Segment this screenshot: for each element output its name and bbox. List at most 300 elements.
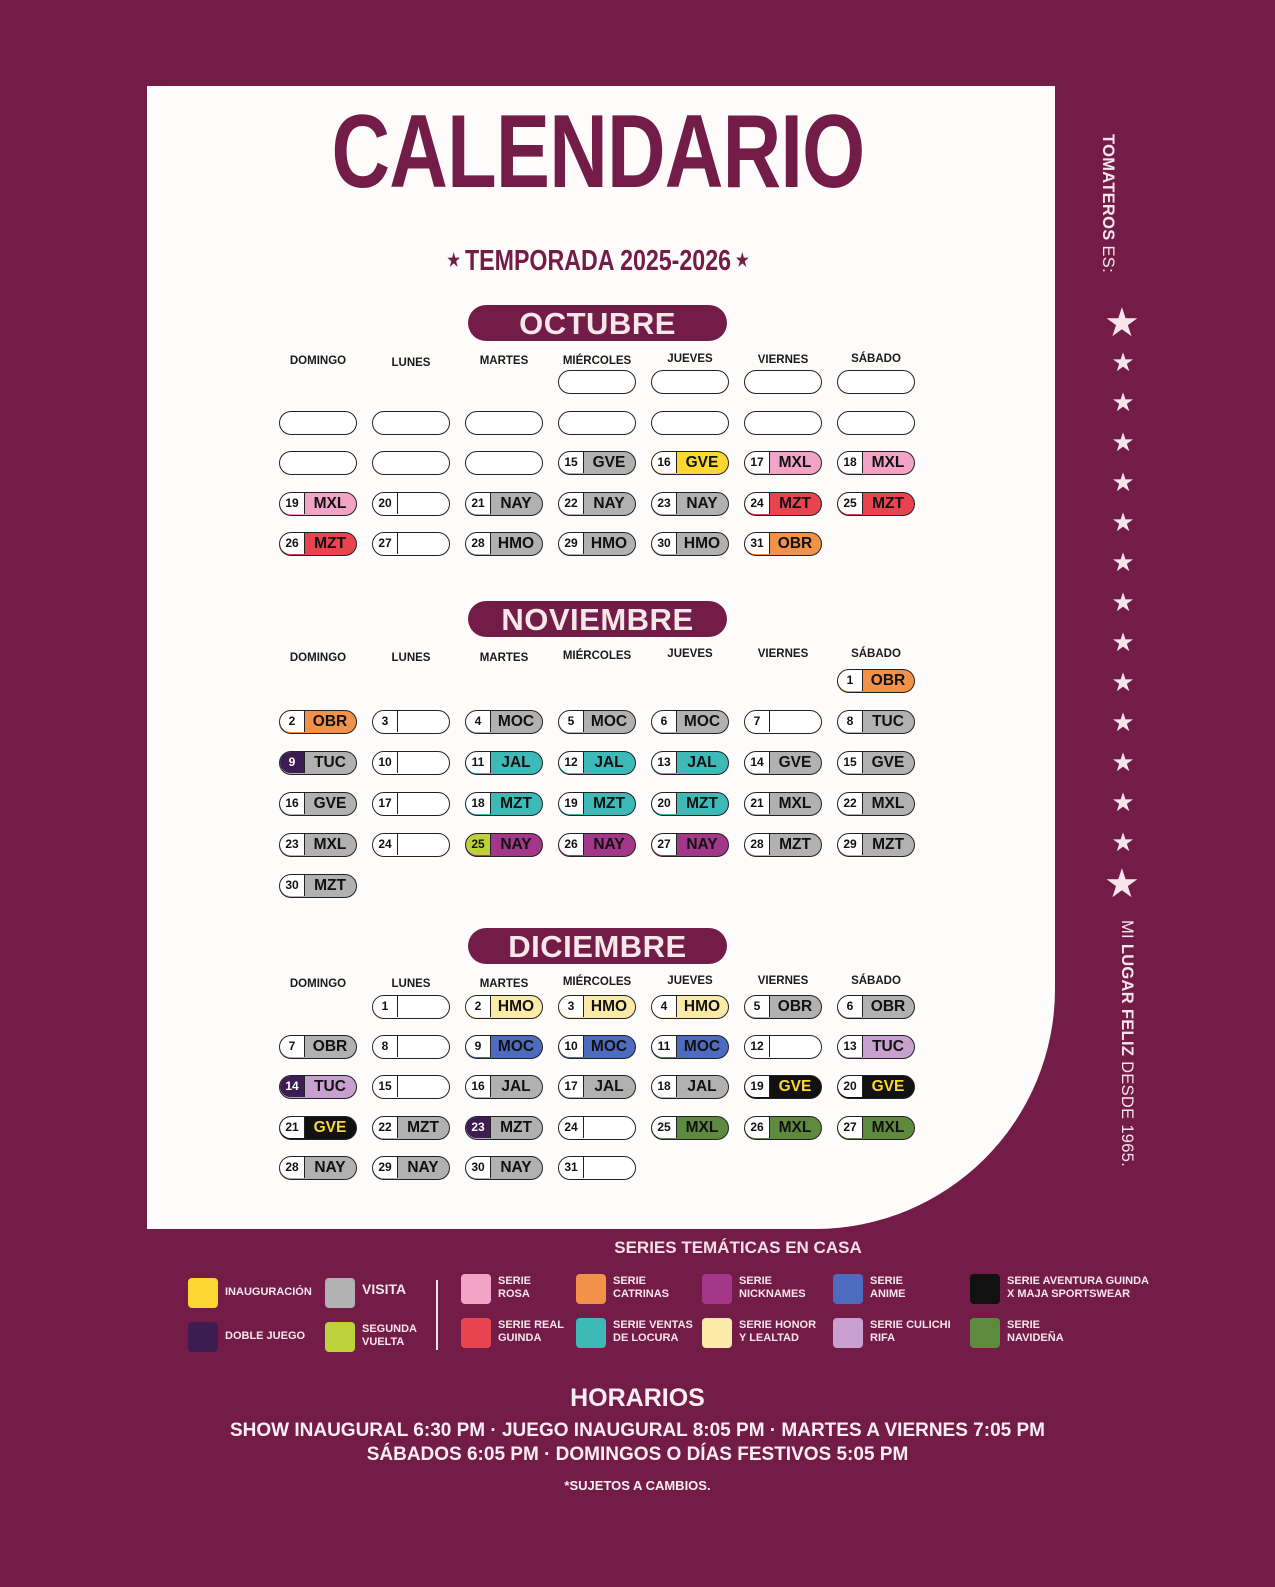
opponent-code: NAY [686, 836, 718, 853]
side-brand: TOMATEROS [1099, 134, 1117, 241]
day-number: 15 [373, 1076, 398, 1097]
calendar-day-diciembre-29 [372, 1156, 450, 1180]
calendar-day-noviembre-12 [558, 751, 636, 775]
day-number: 17 [559, 1076, 584, 1097]
calendar-day-diciembre-24 [558, 1116, 636, 1140]
day-number: 19 [280, 493, 305, 514]
calendar-day-noviembre-2 [279, 710, 357, 734]
opponent-code: MOC [683, 713, 721, 730]
opponent-code: GVE [685, 454, 719, 471]
weekday-header: SÁBADO [851, 648, 901, 660]
calendar-cell-empty [651, 411, 729, 435]
opponent-code: NAY [593, 495, 625, 512]
opponent-code: TUC [314, 754, 346, 771]
day-number: 9 [280, 752, 305, 773]
opponent-code [397, 1036, 449, 1057]
calendar-day-noviembre-30 [279, 874, 357, 898]
month-title-octubre: OCTUBRE [468, 305, 727, 341]
legend-swatch [833, 1274, 863, 1304]
opponent-code: JAL [501, 754, 531, 771]
opponent-code [397, 1076, 449, 1097]
opponent-code: JAL [594, 754, 624, 771]
legend-title: SERIES TEMÁTICAS EN CASA [614, 1238, 862, 1257]
opponent-code: MXL [685, 1119, 719, 1136]
star-icon: ★ [1111, 827, 1135, 857]
opponent-code: MXL [313, 836, 347, 853]
calendar-day-noviembre-27 [651, 833, 729, 857]
star-icon: ★ [1104, 862, 1140, 906]
side-slogan-top [1098, 134, 1117, 273]
star-icon: ★ [1111, 667, 1135, 697]
calendar-day-octubre-28 [465, 532, 543, 556]
weekday-header: DOMINGO [289, 978, 347, 990]
calendar-day-noviembre-10 [372, 751, 450, 775]
weekday-header: SÁBADO [851, 975, 901, 987]
legend-swatch [325, 1322, 355, 1352]
calendar-day-octubre-24 [744, 492, 822, 516]
day-number: 20 [373, 493, 398, 514]
day-number: 7 [745, 711, 770, 732]
opponent-code: HMO [683, 998, 721, 1015]
opponent-code: HMO [497, 998, 535, 1015]
opponent-code: GVE [313, 795, 347, 812]
opponent-code: MZT [779, 495, 811, 512]
legend-label: SERIE ANIME [870, 1275, 906, 1300]
weekday-header: JUEVES [667, 975, 713, 987]
opponent-code: NAY [500, 495, 532, 512]
calendar-day-noviembre-29 [837, 833, 915, 857]
calendar-day-noviembre-24 [372, 833, 450, 857]
legend-swatch [576, 1274, 606, 1304]
opponent-code: NAY [407, 1159, 439, 1176]
day-number: 16 [466, 1076, 491, 1097]
weekday-header: MARTES [479, 355, 529, 367]
day-number: 5 [559, 711, 584, 732]
legend-label: SERIE CULICHI RIFA [870, 1319, 951, 1344]
calendar-cell-empty [372, 451, 450, 475]
opponent-code [397, 996, 449, 1017]
legend-label: VISITA [362, 1281, 407, 1297]
day-number: 12 [745, 1036, 770, 1057]
opponent-code: JAL [501, 1078, 531, 1095]
opponent-code: MZT [500, 1119, 532, 1136]
day-number: 3 [373, 711, 398, 732]
legend-label: SERIE VENTAS DE LOCURA [613, 1319, 693, 1344]
season-subtitle [120, 247, 1077, 276]
schedule-title: HORARIOS [570, 1384, 705, 1412]
side-desde: DESDE 1965. [1118, 1056, 1136, 1168]
opponent-code: NAY [593, 836, 625, 853]
calendar-day-octubre-19 [279, 492, 357, 516]
opponent-code [397, 533, 449, 554]
day-number: 20 [838, 1076, 863, 1097]
star-icon: ★ [1104, 301, 1140, 345]
day-number: 28 [466, 533, 491, 554]
calendar-day-octubre-31 [744, 532, 822, 556]
day-number: 17 [373, 793, 398, 814]
star-icon: ★ [1111, 347, 1135, 377]
day-number: 4 [466, 711, 491, 732]
opponent-code: NAY [314, 1159, 346, 1176]
weekday-header: MARTES [479, 652, 529, 664]
day-number: 11 [652, 1036, 677, 1057]
opponent-code: OBR [777, 535, 813, 552]
side-lugar: LUGAR [1118, 943, 1136, 1009]
opponent-code: NAY [500, 1159, 532, 1176]
calendar-day-diciembre-14 [279, 1075, 357, 1099]
star-icon: ★ [1111, 627, 1135, 657]
legend-label: SERIE NAVIDEÑA [1007, 1319, 1064, 1344]
day-number: 21 [745, 793, 770, 814]
calendar-day-diciembre-30 [465, 1156, 543, 1180]
opponent-code: HMO [590, 535, 628, 552]
day-number: 26 [745, 1117, 770, 1138]
calendar-day-diciembre-12 [744, 1035, 822, 1059]
calendar-day-diciembre-2 [465, 995, 543, 1019]
opponent-code: NAY [686, 495, 718, 512]
calendar-day-noviembre-26 [558, 833, 636, 857]
calendar-day-octubre-26 [279, 532, 357, 556]
day-number: 18 [652, 1076, 677, 1097]
opponent-code: MXL [313, 495, 347, 512]
day-number: 6 [652, 711, 677, 732]
calendar-day-noviembre-20 [651, 792, 729, 816]
day-number: 17 [745, 452, 770, 473]
calendar-day-diciembre-1 [372, 995, 450, 1019]
calendar-cell-empty [744, 411, 822, 435]
day-number: 19 [559, 793, 584, 814]
calendar-day-noviembre-5 [558, 710, 636, 734]
calendar-day-octubre-27 [372, 532, 450, 556]
calendar-day-diciembre-31 [558, 1156, 636, 1180]
opponent-code: MXL [871, 454, 905, 471]
legend-label: SERIE HONOR Y LEALTAD [739, 1319, 817, 1344]
opponent-code: TUC [872, 1038, 904, 1055]
day-number: 7 [280, 1036, 305, 1057]
opponent-code: OBR [870, 998, 906, 1015]
star-icon: ★ [735, 250, 749, 270]
schedule-line-2: SÁBADOS 6:05 PM · DOMINGOS O DÍAS FESTIVOS 5:05 PM [366, 1444, 909, 1465]
day-number: 20 [652, 793, 677, 814]
weekday-header: LUNES [391, 978, 431, 990]
opponent-code: MZT [779, 836, 811, 853]
day-number: 26 [280, 533, 305, 554]
schedule-line-1: SHOW INAUGURAL 6:30 PM · JUEGO INAUGURAL 8:05 PM · MARTES A VIERNES 7:05 PM [229, 1420, 1045, 1441]
legend-swatch [702, 1318, 732, 1348]
calendar-day-diciembre-25 [651, 1116, 729, 1140]
calendar-day-noviembre-25 [465, 833, 543, 857]
weekday-header: MIÉRCOLES [562, 355, 632, 367]
opponent-code: MZT [872, 495, 904, 512]
month-title-noviembre: NOVIEMBRE [468, 601, 727, 637]
calendar-day-diciembre-8 [372, 1035, 450, 1059]
opponent-code: JAL [687, 754, 717, 771]
day-number: 6 [838, 996, 863, 1017]
star-icon: ★ [1111, 547, 1135, 577]
day-number: 26 [559, 834, 584, 855]
star-icon: ★ [1111, 747, 1135, 777]
opponent-code: HMO [497, 535, 535, 552]
day-number: 23 [280, 834, 305, 855]
opponent-code: MZT [872, 836, 904, 853]
calendar-day-diciembre-22 [372, 1116, 450, 1140]
calendar-day-diciembre-6 [837, 995, 915, 1019]
opponent-code: MZT [593, 795, 625, 812]
star-icon: ★ [1111, 467, 1135, 497]
opponent-code: MXL [778, 795, 812, 812]
star-icon: ★ [1111, 707, 1135, 737]
opponent-code: NAY [500, 836, 532, 853]
day-number: 28 [280, 1157, 305, 1178]
day-number: 29 [838, 834, 863, 855]
opponent-code [769, 711, 821, 732]
calendar-day-octubre-23 [651, 492, 729, 516]
day-number: 25 [466, 834, 491, 855]
opponent-code: MOC [497, 1038, 535, 1055]
day-number: 24 [559, 1117, 584, 1138]
calendar-cell-empty [279, 451, 357, 475]
calendar-day-noviembre-4 [465, 710, 543, 734]
calendar-day-octubre-29 [558, 532, 636, 556]
day-number: 1 [373, 996, 398, 1017]
calendar-day-noviembre-8 [837, 710, 915, 734]
weekday-header: MARTES [479, 978, 529, 990]
opponent-code: MOC [497, 713, 535, 730]
legend-swatch [461, 1318, 491, 1348]
calendar-day-diciembre-23 [465, 1116, 543, 1140]
opponent-code: GVE [778, 754, 812, 771]
day-number: 5 [745, 996, 770, 1017]
day-number: 30 [466, 1157, 491, 1178]
calendar-day-octubre-15 [558, 451, 636, 475]
day-number: 9 [466, 1036, 491, 1057]
legend-swatch [970, 1274, 1000, 1304]
opponent-code: MOC [590, 713, 628, 730]
star-icon: ★ [1111, 787, 1135, 817]
star-icon: ★ [447, 250, 461, 270]
opponent-code: GVE [871, 1078, 905, 1095]
calendar-day-noviembre-19 [558, 792, 636, 816]
month-title-diciembre: DICIEMBRE [468, 928, 727, 964]
day-number: 3 [559, 996, 584, 1017]
opponent-code: MZT [314, 535, 346, 552]
calendar-day-octubre-21 [465, 492, 543, 516]
weekday-header: MIÉRCOLES [562, 650, 632, 662]
opponent-code [583, 1157, 635, 1178]
day-number: 11 [466, 752, 491, 773]
weekday-header: LUNES [391, 652, 431, 664]
star-icon: ★ [1111, 427, 1135, 457]
calendar-day-diciembre-11 [651, 1035, 729, 1059]
day-number: 19 [745, 1076, 770, 1097]
calendar-day-diciembre-13 [837, 1035, 915, 1059]
day-number: 14 [280, 1076, 305, 1097]
weekday-header: VIERNES [757, 648, 809, 660]
day-number: 29 [559, 533, 584, 554]
calendar-cell-empty [837, 370, 915, 394]
side-slogan-bottom [1117, 920, 1136, 1167]
star-icon: ★ [1111, 387, 1135, 417]
calendar-day-diciembre-4 [651, 995, 729, 1019]
calendar-cell-empty [465, 411, 543, 435]
day-number: 23 [466, 1117, 491, 1138]
calendar-day-diciembre-3 [558, 995, 636, 1019]
opponent-code: MZT [314, 877, 346, 894]
opponent-code [397, 834, 449, 855]
opponent-code: HMO [683, 535, 721, 552]
opponent-code: TUC [314, 1078, 346, 1095]
legend-label: SERIE AVENTURA GUINDA X MAJA SPORTSWEAR [1007, 1275, 1149, 1300]
calendar-day-diciembre-28 [279, 1156, 357, 1180]
calendar-day-diciembre-20 [837, 1075, 915, 1099]
opponent-code [397, 752, 449, 773]
calendar-day-diciembre-10 [558, 1035, 636, 1059]
day-number: 28 [745, 834, 770, 855]
day-number: 25 [652, 1117, 677, 1138]
weekday-header: DOMINGO [289, 355, 347, 367]
opponent-code: JAL [594, 1078, 624, 1095]
calendar-cell-empty [372, 411, 450, 435]
star-icon: ★ [1111, 507, 1135, 537]
calendar-day-diciembre-21 [279, 1116, 357, 1140]
weekday-header: JUEVES [667, 353, 713, 365]
day-number: 25 [838, 493, 863, 514]
day-number: 23 [652, 493, 677, 514]
day-number: 21 [280, 1117, 305, 1138]
day-number: 24 [373, 834, 398, 855]
day-number: 31 [559, 1157, 584, 1178]
calendar-day-noviembre-17 [372, 792, 450, 816]
day-number: 27 [838, 1117, 863, 1138]
day-number: 31 [745, 533, 770, 554]
calendar-day-noviembre-15 [837, 751, 915, 775]
legend-label: SERIE CATRINAS [613, 1275, 670, 1300]
opponent-code: MOC [590, 1038, 628, 1055]
opponent-code: TUC [872, 713, 904, 730]
opponent-code: GVE [871, 754, 905, 771]
opponent-code [397, 711, 449, 732]
season-label: TEMPORADA 2025-2026 [464, 245, 732, 277]
legend-label: DOBLE JUEGO [225, 1330, 306, 1342]
opponent-code: OBR [777, 998, 813, 1015]
calendar-cell-empty [465, 451, 543, 475]
day-number: 18 [838, 452, 863, 473]
opponent-code: HMO [590, 998, 628, 1015]
calendar-day-diciembre-19 [744, 1075, 822, 1099]
legend-swatch [188, 1278, 218, 1308]
calendar-day-noviembre-16 [279, 792, 357, 816]
opponent-code: MOC [683, 1038, 721, 1055]
day-number: 30 [652, 533, 677, 554]
calendar-cell-empty [279, 411, 357, 435]
opponent-code [583, 1117, 635, 1138]
calendar-day-octubre-22 [558, 492, 636, 516]
day-number: 10 [373, 752, 398, 773]
calendar-day-noviembre-21 [744, 792, 822, 816]
legend-label: INAUGURACIÓN [225, 1286, 312, 1298]
opponent-code: JAL [687, 1078, 717, 1095]
day-number: 21 [466, 493, 491, 514]
calendar-day-noviembre-13 [651, 751, 729, 775]
day-number: 10 [559, 1036, 584, 1057]
calendar-day-octubre-16 [651, 451, 729, 475]
calendar-day-diciembre-26 [744, 1116, 822, 1140]
opponent-code: MXL [871, 795, 905, 812]
day-number: 30 [280, 875, 305, 896]
opponent-code: GVE [313, 1119, 347, 1136]
day-number: 22 [838, 793, 863, 814]
calendar-day-diciembre-15 [372, 1075, 450, 1099]
weekday-header: DOMINGO [289, 652, 347, 664]
legend-label: SERIE REAL GUINDA [498, 1319, 565, 1344]
opponent-code: OBR [870, 672, 906, 689]
legend-swatch [970, 1318, 1000, 1348]
day-number: 2 [466, 996, 491, 1017]
legend-label: SERIE NICKNAMES [739, 1275, 806, 1300]
day-number: 27 [373, 533, 398, 554]
opponent-code: OBR [312, 1038, 348, 1055]
calendar-day-noviembre-3 [372, 710, 450, 734]
day-number: 16 [652, 452, 677, 473]
day-number: 2 [280, 711, 305, 732]
calendar-day-noviembre-7 [744, 710, 822, 734]
day-number: 8 [373, 1036, 398, 1057]
calendar-cell-empty [651, 370, 729, 394]
weekday-header: MIÉRCOLES [562, 976, 632, 988]
weekday-header: VIERNES [757, 354, 809, 366]
calendar-day-diciembre-5 [744, 995, 822, 1019]
day-number: 13 [652, 752, 677, 773]
day-number: 4 [652, 996, 677, 1017]
calendar-day-octubre-20 [372, 492, 450, 516]
day-number: 1 [838, 670, 863, 691]
day-number: 15 [559, 452, 584, 473]
legend-swatch [188, 1322, 218, 1352]
calendar-day-diciembre-7 [279, 1035, 357, 1059]
legend-swatch [461, 1274, 491, 1304]
opponent-code [397, 493, 449, 514]
calendar-cell-empty [837, 411, 915, 435]
legend-label: SEGUNDA VUELTA [362, 1323, 418, 1348]
side-feliz: FELIZ [1118, 1008, 1136, 1057]
weekday-header: JUEVES [667, 648, 713, 660]
opponent-code: MXL [871, 1119, 905, 1136]
side-es: ES: [1099, 240, 1117, 273]
opponent-code [769, 1036, 821, 1057]
calendar-day-diciembre-9 [465, 1035, 543, 1059]
opponent-code: GVE [592, 454, 626, 471]
calendar-day-octubre-25 [837, 492, 915, 516]
opponent-code: MXL [778, 1119, 812, 1136]
weekday-header: VIERNES [757, 975, 809, 987]
day-number: 29 [373, 1157, 398, 1178]
legend-label: SERIE ROSA [498, 1275, 532, 1300]
calendar-cell-empty [558, 411, 636, 435]
day-number: 8 [838, 711, 863, 732]
calendar-day-diciembre-27 [837, 1116, 915, 1140]
calendar-day-noviembre-9 [279, 751, 357, 775]
opponent-code [397, 793, 449, 814]
day-number: 18 [466, 793, 491, 814]
calendar-day-noviembre-1 [837, 669, 915, 693]
calendar-day-noviembre-22 [837, 792, 915, 816]
page-title: CALENDARIO [331, 94, 865, 210]
weekday-header: LUNES [391, 357, 431, 369]
calendar-day-diciembre-18 [651, 1075, 729, 1099]
legend-swatch [576, 1318, 606, 1348]
calendar-day-octubre-18 [837, 451, 915, 475]
calendar-cell-empty [744, 370, 822, 394]
